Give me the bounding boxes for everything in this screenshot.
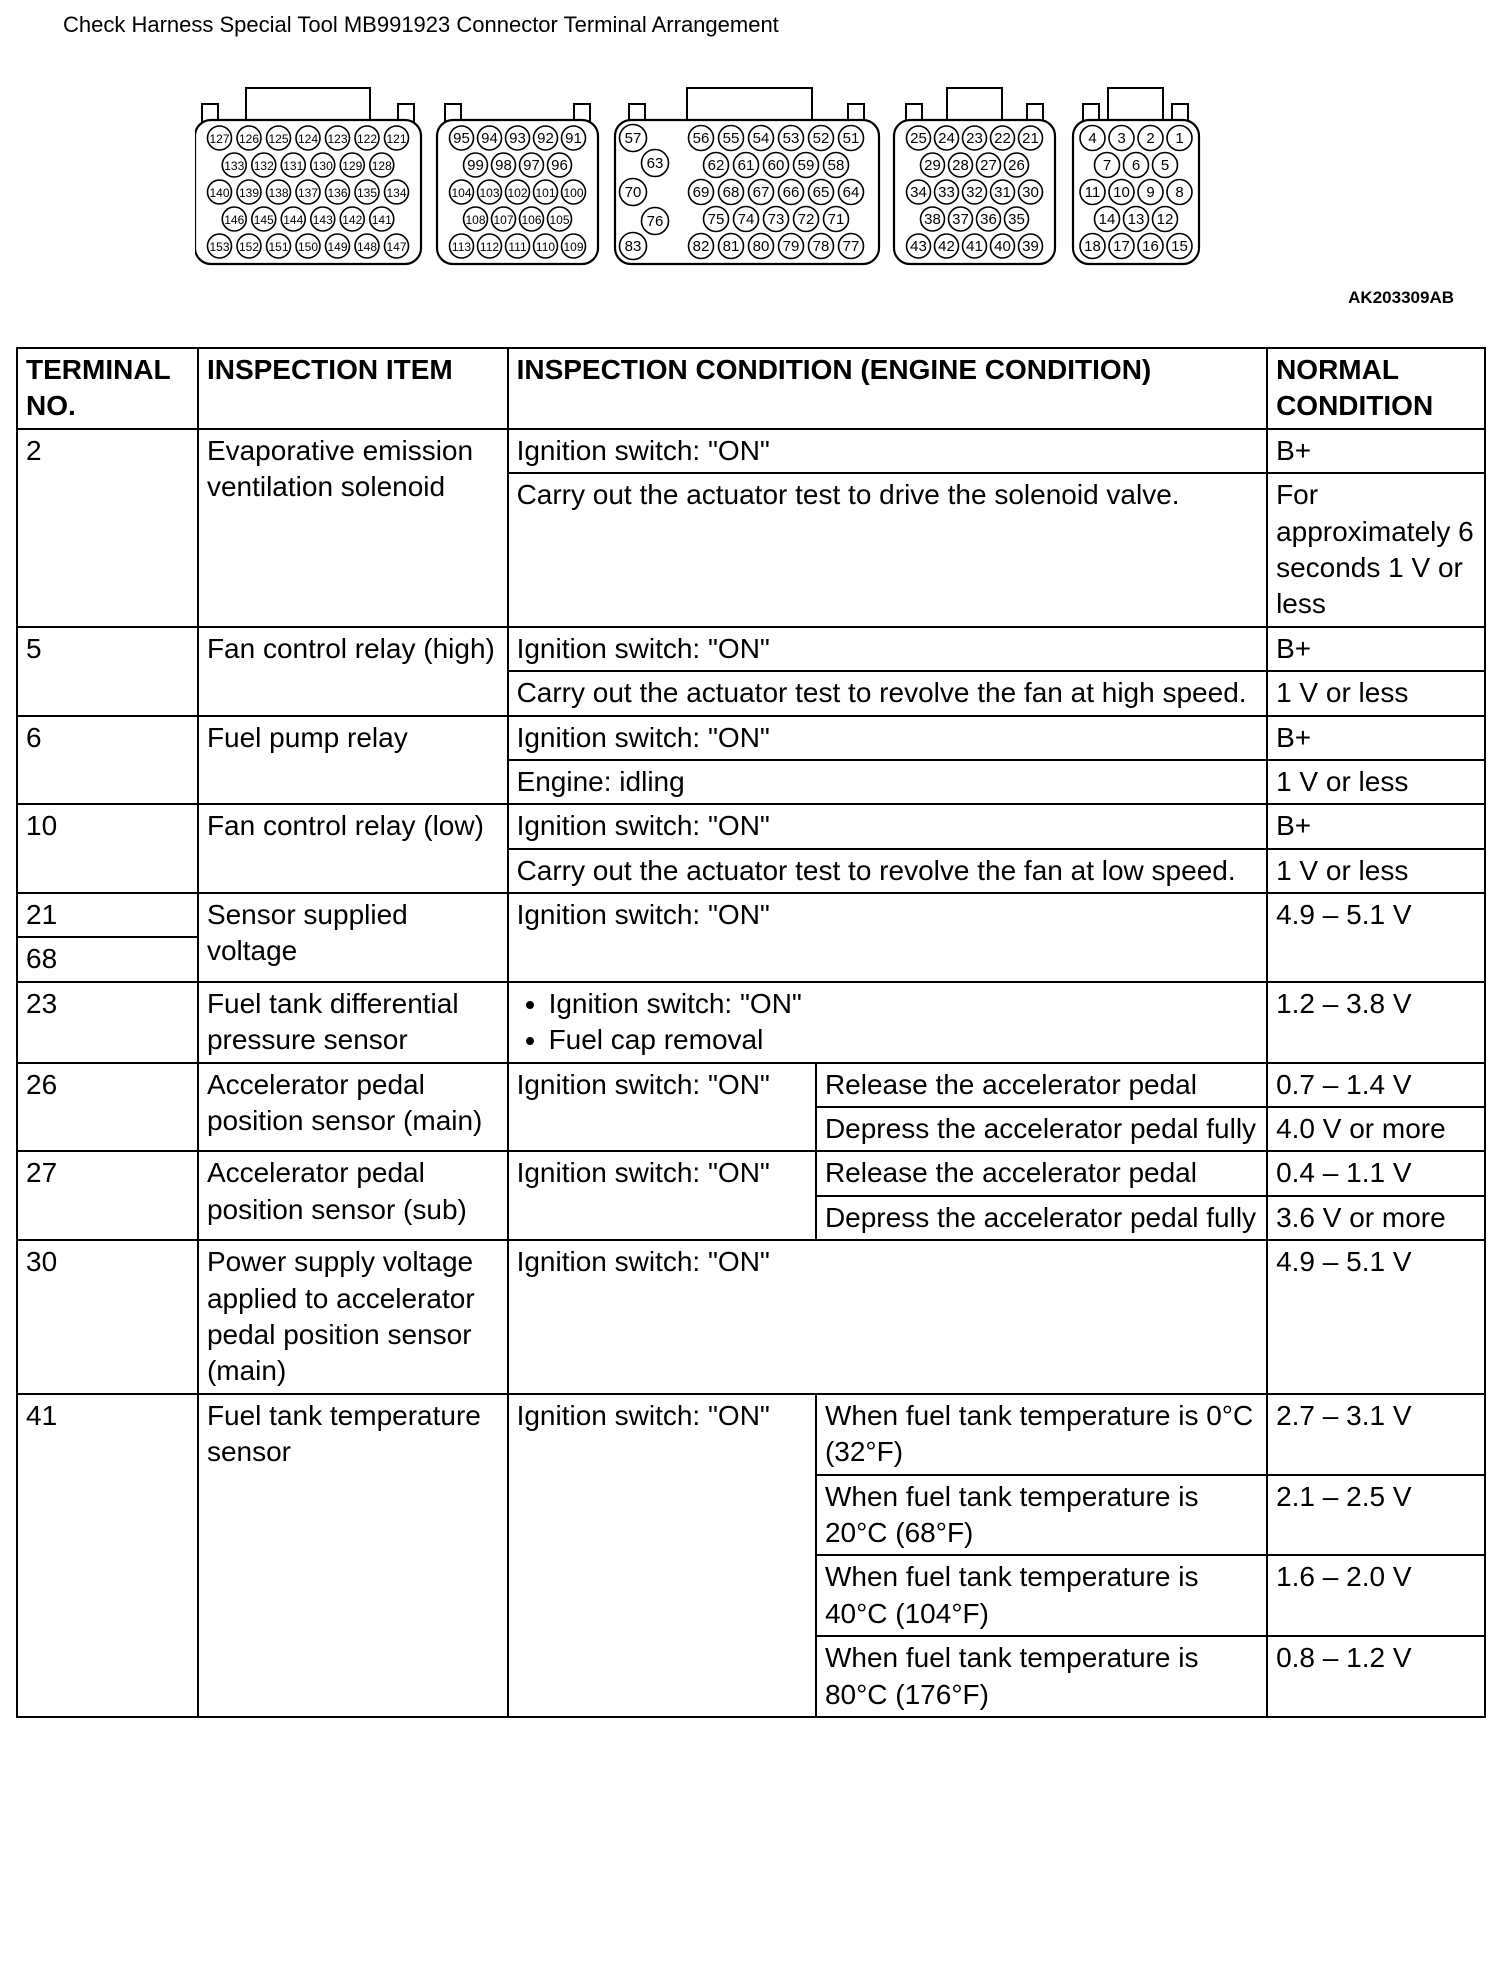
connector-3	[615, 88, 879, 264]
terminal-number: 98	[495, 157, 512, 174]
normal-cell: 0.8 – 1.2 V	[1267, 1636, 1485, 1717]
sub-condition-cell: Release the accelerator pedal	[816, 1063, 1267, 1107]
terminal-number: 62	[707, 157, 725, 174]
condition-cell: Ignition switch: "ON"	[508, 1240, 1268, 1394]
condition-cell: Ignition switch: "ON"	[508, 716, 1268, 760]
terminal-number: 121	[386, 132, 407, 146]
terminal-number: 147	[386, 240, 407, 254]
terminal-number: 104	[451, 186, 472, 200]
terminal-cell: 23	[17, 982, 198, 1063]
condition-cell	[508, 982, 1268, 1063]
terminal-number: 113	[451, 240, 472, 254]
terminal-number: 133	[224, 159, 245, 173]
normal-cell: For approximately 6 seconds 1 V or less	[1267, 473, 1485, 627]
terminal-number: 15	[1171, 238, 1188, 255]
terminal-number: 29	[924, 157, 941, 174]
normal-cell: 1 V or less	[1267, 849, 1485, 893]
terminal-number: 83	[624, 238, 642, 255]
terminal-number: 91	[565, 130, 582, 147]
terminal-number: 67	[752, 184, 770, 201]
terminal-number: 14	[1098, 211, 1116, 228]
table-row	[17, 1063, 1485, 1107]
list-item: • Fuel cap removal	[549, 1022, 1259, 1058]
terminal-cell: 6	[17, 716, 198, 805]
terminal-number: 24	[938, 130, 955, 147]
table-row	[17, 1240, 1485, 1394]
sub-condition-cell: When fuel tank temperature is 80°C (176°F)	[816, 1636, 1267, 1717]
terminal-number: 55	[722, 130, 740, 147]
terminal-number: 127	[209, 132, 230, 146]
terminal-cell: 2	[17, 429, 198, 627]
terminal-number: 101	[535, 186, 556, 200]
condition-cell: Carry out the actuator test to revolve the fan at low speed.	[508, 849, 1268, 893]
terminal-number: 22	[994, 130, 1011, 147]
normal-cell: 4.0 V or more	[1267, 1107, 1485, 1151]
normal-cell: 2.1 – 2.5 V	[1267, 1475, 1485, 1556]
normal-cell: 1 V or less	[1267, 671, 1485, 715]
terminal-number: 5	[1160, 157, 1170, 174]
terminal-number: 53	[782, 130, 800, 147]
table-row	[17, 804, 1485, 848]
terminal-cell: 21	[17, 893, 198, 937]
normal-cell: 0.4 – 1.1 V	[1267, 1151, 1485, 1195]
condition-cell: Ignition switch: "ON"	[508, 627, 1268, 671]
terminal-number: 34	[910, 184, 927, 201]
sub-condition-cell: When fuel tank temperature is 20°C (68°F)	[816, 1475, 1267, 1556]
terminal-number: 105	[549, 213, 570, 227]
terminal-number: 153	[209, 240, 230, 254]
terminal-number: 142	[342, 213, 363, 227]
terminal-number: 37	[952, 211, 969, 228]
normal-cell: 0.7 – 1.4 V	[1267, 1063, 1485, 1107]
normal-cell: 1.2 – 3.8 V	[1267, 982, 1485, 1063]
terminal-number: 94	[481, 130, 498, 147]
terminal-number: 150	[297, 240, 319, 254]
terminal-number: 97	[523, 157, 540, 174]
terminal-number: 31	[994, 184, 1011, 201]
table-header-row	[17, 348, 1485, 429]
header-inspection-item: INSPECTION ITEM	[198, 348, 508, 429]
item-cell: Fuel tank differential pressure sensor	[198, 982, 508, 1063]
normal-cell: 2.7 – 3.1 V	[1267, 1394, 1485, 1475]
normal-cell: 1 V or less	[1267, 760, 1485, 804]
terminal-number: 63	[646, 155, 664, 172]
item-cell: Accelerator pedal position sensor (sub)	[198, 1151, 508, 1240]
terminal-number: 92	[537, 130, 554, 147]
terminal-number: 148	[356, 240, 378, 254]
terminal-number: 146	[224, 213, 245, 227]
terminal-number: 12	[1156, 211, 1174, 228]
terminal-number: 56	[692, 130, 710, 147]
terminal-number: 8	[1175, 184, 1184, 201]
condition-cell: Ignition switch: "ON"	[508, 429, 1268, 473]
terminal-number: 6	[1131, 157, 1141, 174]
terminal-number: 81	[722, 238, 740, 255]
terminal-number: 144	[283, 213, 304, 227]
connector-4	[894, 88, 1055, 264]
connector-2	[437, 104, 598, 264]
terminal-number: 75	[707, 211, 725, 228]
terminal-number: 41	[966, 238, 983, 255]
sub-condition-cell: When fuel tank temperature is 0°C (32°F)	[816, 1394, 1267, 1475]
terminal-number: 70	[624, 184, 642, 201]
terminal-number: 145	[253, 213, 274, 227]
condition-cell: Ignition switch: "ON"	[508, 1063, 816, 1152]
condition-cell: Ignition switch: "ON"	[508, 1394, 816, 1717]
terminal-cell: 30	[17, 1240, 198, 1394]
terminal-number: 129	[342, 159, 363, 173]
terminal-number: 152	[238, 240, 260, 254]
terminal-number: 16	[1142, 238, 1159, 255]
table-row	[17, 716, 1485, 760]
normal-cell: B+	[1267, 429, 1485, 473]
connector-latch	[947, 88, 1002, 123]
terminal-number: 18	[1084, 238, 1101, 255]
terminal-number: 76	[646, 213, 664, 230]
figure-code: AK203309AB	[1348, 288, 1454, 307]
terminal-number: 68	[722, 184, 740, 201]
terminal-number: 125	[268, 132, 289, 146]
terminal-number: 11	[1084, 184, 1101, 201]
terminal-number: 33	[938, 184, 955, 201]
normal-cell: B+	[1267, 716, 1485, 760]
connector-5	[1073, 88, 1199, 264]
terminal-number: 71	[827, 211, 845, 228]
terminal-number: 77	[842, 238, 860, 255]
terminal-number: 99	[467, 157, 484, 174]
terminal-number: 123	[327, 132, 348, 146]
condition-cell: Carry out the actuator test to drive the solenoid valve.	[508, 473, 1268, 627]
terminal-number: 131	[283, 159, 304, 173]
normal-cell: 3.6 V or more	[1267, 1196, 1485, 1240]
terminal-number: 52	[812, 130, 830, 147]
terminal-cell: 5	[17, 627, 198, 716]
normal-cell: 1.6 – 2.0 V	[1267, 1555, 1485, 1636]
terminal-number: 4	[1088, 130, 1097, 147]
terminal-number: 110	[535, 240, 556, 254]
sub-condition-cell: When fuel tank temperature is 40°C (104°F)	[816, 1555, 1267, 1636]
table-row	[17, 982, 1485, 1063]
connector-latch	[687, 88, 812, 123]
terminal-number: 65	[812, 184, 830, 201]
terminal-number: 93	[509, 130, 526, 147]
terminal-number: 66	[782, 184, 800, 201]
table-row	[17, 1394, 1485, 1475]
terminal-number: 136	[327, 186, 348, 200]
terminal-number: 78	[812, 238, 830, 255]
terminal-number: 112	[479, 240, 500, 254]
terminal-number: 23	[966, 130, 983, 147]
terminal-number: 54	[752, 130, 770, 147]
terminal-number: 9	[1146, 184, 1155, 201]
connector-terminal-diagram	[195, 82, 1225, 272]
sub-condition-cell: Depress the accelerator pedal fully	[816, 1107, 1267, 1151]
terminal-cell: 41	[17, 1394, 198, 1717]
normal-cell: 4.9 – 5.1 V	[1267, 893, 1485, 982]
normal-cell: 4.9 – 5.1 V	[1267, 1240, 1485, 1394]
condition-cell: Ignition switch: "ON"	[508, 893, 1268, 982]
item-cell: Sensor supplied voltage	[198, 893, 508, 982]
sub-condition-cell: Depress the accelerator pedal fully	[816, 1196, 1267, 1240]
terminal-number: 111	[508, 240, 527, 254]
terminal-number: 51	[842, 130, 860, 147]
item-cell: Fuel tank temperature sensor	[198, 1394, 508, 1717]
terminal-number: 64	[842, 184, 860, 201]
header-terminal: TERMINAL NO.	[17, 348, 198, 429]
terminal-number: 106	[521, 213, 542, 227]
terminal-number: 135	[356, 186, 378, 200]
terminal-number: 103	[479, 186, 500, 200]
terminal-number: 74	[737, 211, 755, 228]
terminal-number: 36	[980, 211, 997, 228]
terminal-number: 95	[453, 130, 470, 147]
page-title: Check Harness Special Tool MB991923 Connector Terminal Arrangement	[63, 12, 779, 37]
terminal-cell: 10	[17, 804, 198, 893]
table-row	[17, 893, 1485, 937]
terminal-number: 134	[386, 186, 407, 200]
terminal-number: 21	[1022, 130, 1039, 147]
terminal-number: 102	[507, 186, 528, 200]
terminal-number: 69	[692, 184, 710, 201]
terminal-number: 32	[966, 184, 983, 201]
terminal-number: 38	[924, 211, 941, 228]
terminal-number: 132	[253, 159, 274, 173]
sub-condition-cell: Release the accelerator pedal	[816, 1151, 1267, 1195]
condition-cell: Ignition switch: "ON"	[508, 804, 1268, 848]
terminal-number: 25	[910, 130, 927, 147]
connector-latch	[1108, 88, 1163, 123]
item-cell: Fan control relay (low)	[198, 804, 508, 893]
terminal-number: 40	[994, 238, 1011, 255]
terminal-number: 139	[238, 186, 260, 200]
item-cell: Fuel pump relay	[198, 716, 508, 805]
terminal-number: 7	[1102, 157, 1112, 174]
terminal-number: 27	[980, 157, 997, 174]
terminal-number: 140	[209, 186, 230, 200]
normal-cell: B+	[1267, 627, 1485, 671]
terminal-number: 100	[563, 186, 584, 200]
terminal-number: 26	[1008, 157, 1025, 174]
condition-cell: Ignition switch: "ON"	[508, 1151, 816, 1240]
condition-cell: Engine: idling	[508, 760, 1268, 804]
inspection-table	[16, 347, 1486, 1718]
normal-cell: B+	[1267, 804, 1485, 848]
terminal-number: 30	[1022, 184, 1039, 201]
header-inspection-condition: INSPECTION CONDITION (ENGINE CONDITION)	[508, 348, 1268, 429]
terminal-number: 96	[551, 157, 568, 174]
condition-cell: Carry out the actuator test to revolve the fan at high speed.	[508, 671, 1268, 715]
terminal-number: 61	[737, 157, 755, 174]
terminal-number: 130	[312, 159, 333, 173]
terminal-number: 72	[797, 211, 815, 228]
terminal-number: 107	[493, 213, 514, 227]
terminal-number: 122	[356, 132, 378, 146]
terminal-number: 35	[1008, 211, 1025, 228]
terminal-number: 141	[371, 213, 392, 227]
item-cell: Evaporative emission ventilation solenoid	[198, 429, 508, 627]
list-item: • Ignition switch: "ON"	[549, 986, 1259, 1022]
terminal-number: 43	[910, 238, 927, 255]
table-row	[17, 1151, 1485, 1195]
terminal-cell: 68	[17, 937, 198, 981]
item-cell: Power supply voltage applied to accelerator pedal position sensor (main)	[198, 1240, 508, 1394]
table-row	[17, 627, 1485, 671]
header-normal-condition: NORMAL CONDITION	[1267, 348, 1485, 429]
connector-latch	[246, 88, 370, 123]
terminal-cell: 27	[17, 1151, 198, 1240]
terminal-number: 3	[1117, 130, 1126, 147]
terminal-number: 60	[767, 157, 785, 174]
terminal-number: 80	[752, 238, 770, 255]
terminal-number: 137	[297, 186, 319, 200]
terminal-number: 151	[268, 240, 289, 254]
terminal-number: 28	[952, 157, 969, 174]
terminal-number: 57	[624, 130, 642, 147]
terminal-number: 13	[1127, 211, 1145, 228]
terminal-number: 73	[767, 211, 785, 228]
terminal-number: 39	[1022, 238, 1039, 255]
terminal-number: 79	[782, 238, 800, 255]
terminal-number: 58	[827, 157, 845, 174]
condition-list	[517, 986, 1259, 1059]
terminal-number: 149	[327, 240, 348, 254]
terminal-number: 1	[1175, 130, 1184, 147]
terminal-number: 10	[1113, 184, 1130, 201]
table-row	[17, 429, 1485, 473]
terminal-number: 138	[268, 186, 289, 200]
terminal-number: 143	[312, 213, 333, 227]
terminal-number: 82	[692, 238, 710, 255]
terminal-number: 108	[465, 213, 486, 227]
terminal-cell: 26	[17, 1063, 198, 1152]
terminal-number: 17	[1113, 238, 1130, 255]
connector-1	[195, 88, 421, 264]
terminal-number: 2	[1146, 130, 1155, 147]
terminal-number: 42	[938, 238, 955, 255]
terminal-number: 109	[563, 240, 584, 254]
terminal-number: 59	[797, 157, 815, 174]
terminal-number: 126	[238, 132, 260, 146]
item-cell: Accelerator pedal position sensor (main)	[198, 1063, 508, 1152]
terminal-number: 128	[371, 159, 392, 173]
terminal-number: 124	[297, 132, 319, 146]
item-cell: Fan control relay (high)	[198, 627, 508, 716]
